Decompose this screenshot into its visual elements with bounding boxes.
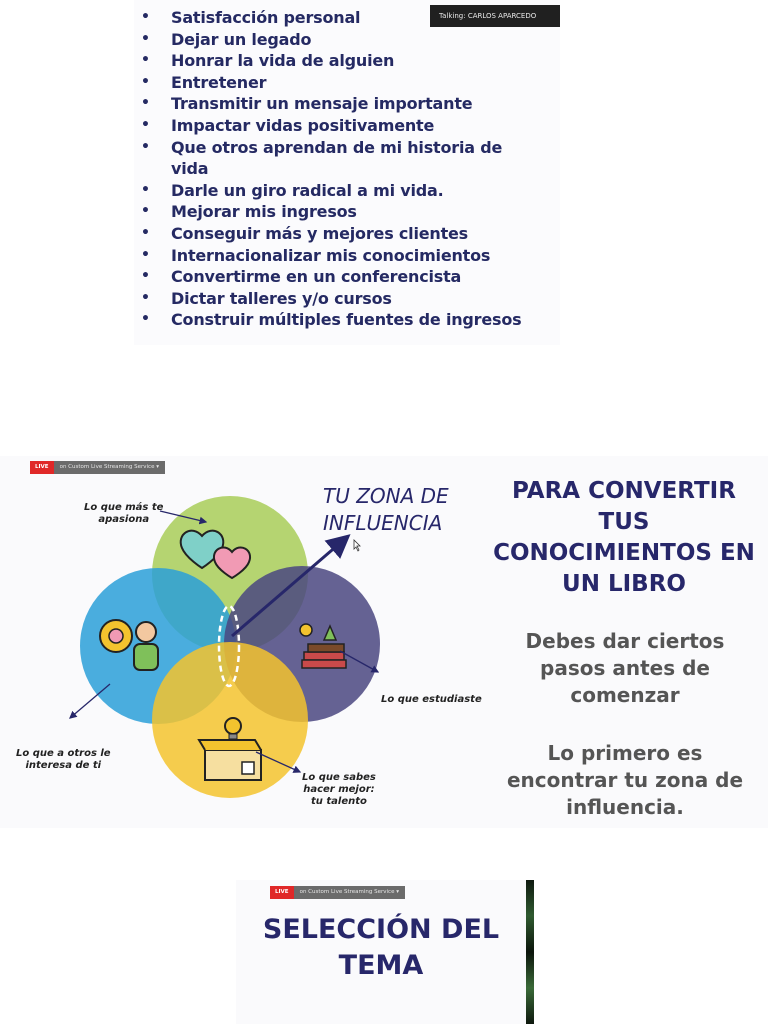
chevron-down-icon: ▾ [156, 464, 159, 470]
label-others: Lo que a otros le interesa de ti [16, 748, 111, 771]
list-item: • Dictar talleres y/o cursos [141, 288, 392, 308]
slide-heading: PARA CONVERTIR TUS CONOCIMIENTOS EN UN LIBRO [493, 478, 755, 597]
slide-subtext-2: Lo primero es encontrar tu zona de influencia. [506, 741, 744, 819]
topic-slide [236, 880, 526, 1024]
slide-title: SELECCIÓN DEL TEMA [262, 914, 500, 981]
live-status-bar[interactable] [270, 886, 405, 899]
list-item: • Mejorar mis ingresos [141, 202, 357, 222]
bullet-slide [134, 0, 560, 345]
chevron-down-icon: ▾ [396, 889, 399, 895]
reasons-list [134, 0, 560, 331]
list-item: • Entretener [141, 72, 267, 92]
list-item: • Impactar vidas positivamente [141, 115, 435, 135]
list-item: • Satisfacción personal [141, 8, 361, 27]
label-talent: Lo que sabes hacer mejor: tu talento [302, 772, 376, 807]
zone-title: TU ZONA DE INFLUENCIA [323, 484, 449, 535]
stream-service-label: on Custom Live Streaming Service [59, 464, 155, 470]
label-passion: Lo que más te apasiona [84, 502, 164, 525]
talking-indicator: Talking: CARLOS APARCEDO [430, 5, 560, 27]
list-item: • Convertirme en un conferencista [141, 267, 462, 287]
list-item: • Honrar la vida de alguien [141, 51, 395, 71]
live-badge: LIVE [270, 886, 294, 899]
list-item: • Transmitir un mensaje importante [141, 94, 473, 114]
list-item: • Internacionalizar mis conocimientos [141, 245, 491, 265]
list-item: • Que otros aprendan de mi historia de vida [141, 137, 503, 179]
slide-subtext-1: Debes dar ciertos pasos antes de comenzar [525, 629, 725, 707]
list-item: • Conseguir más y mejores clientes [141, 223, 469, 243]
influence-slide [0, 456, 768, 828]
stream-service-label: on Custom Live Streaming Service [299, 889, 395, 895]
list-item: • Construir múltiples fuentes de ingresos [141, 310, 522, 330]
live-badge: LIVE [30, 461, 54, 474]
cursor-icon [354, 540, 360, 551]
list-item: • Darle un giro radical a mi vida. [141, 180, 444, 200]
video-edge-strip [526, 880, 534, 1024]
list-item: • Dejar un legado [141, 29, 312, 49]
stream-service-dropdown[interactable] [294, 886, 405, 899]
label-study: Lo que estudiaste [381, 694, 482, 705]
